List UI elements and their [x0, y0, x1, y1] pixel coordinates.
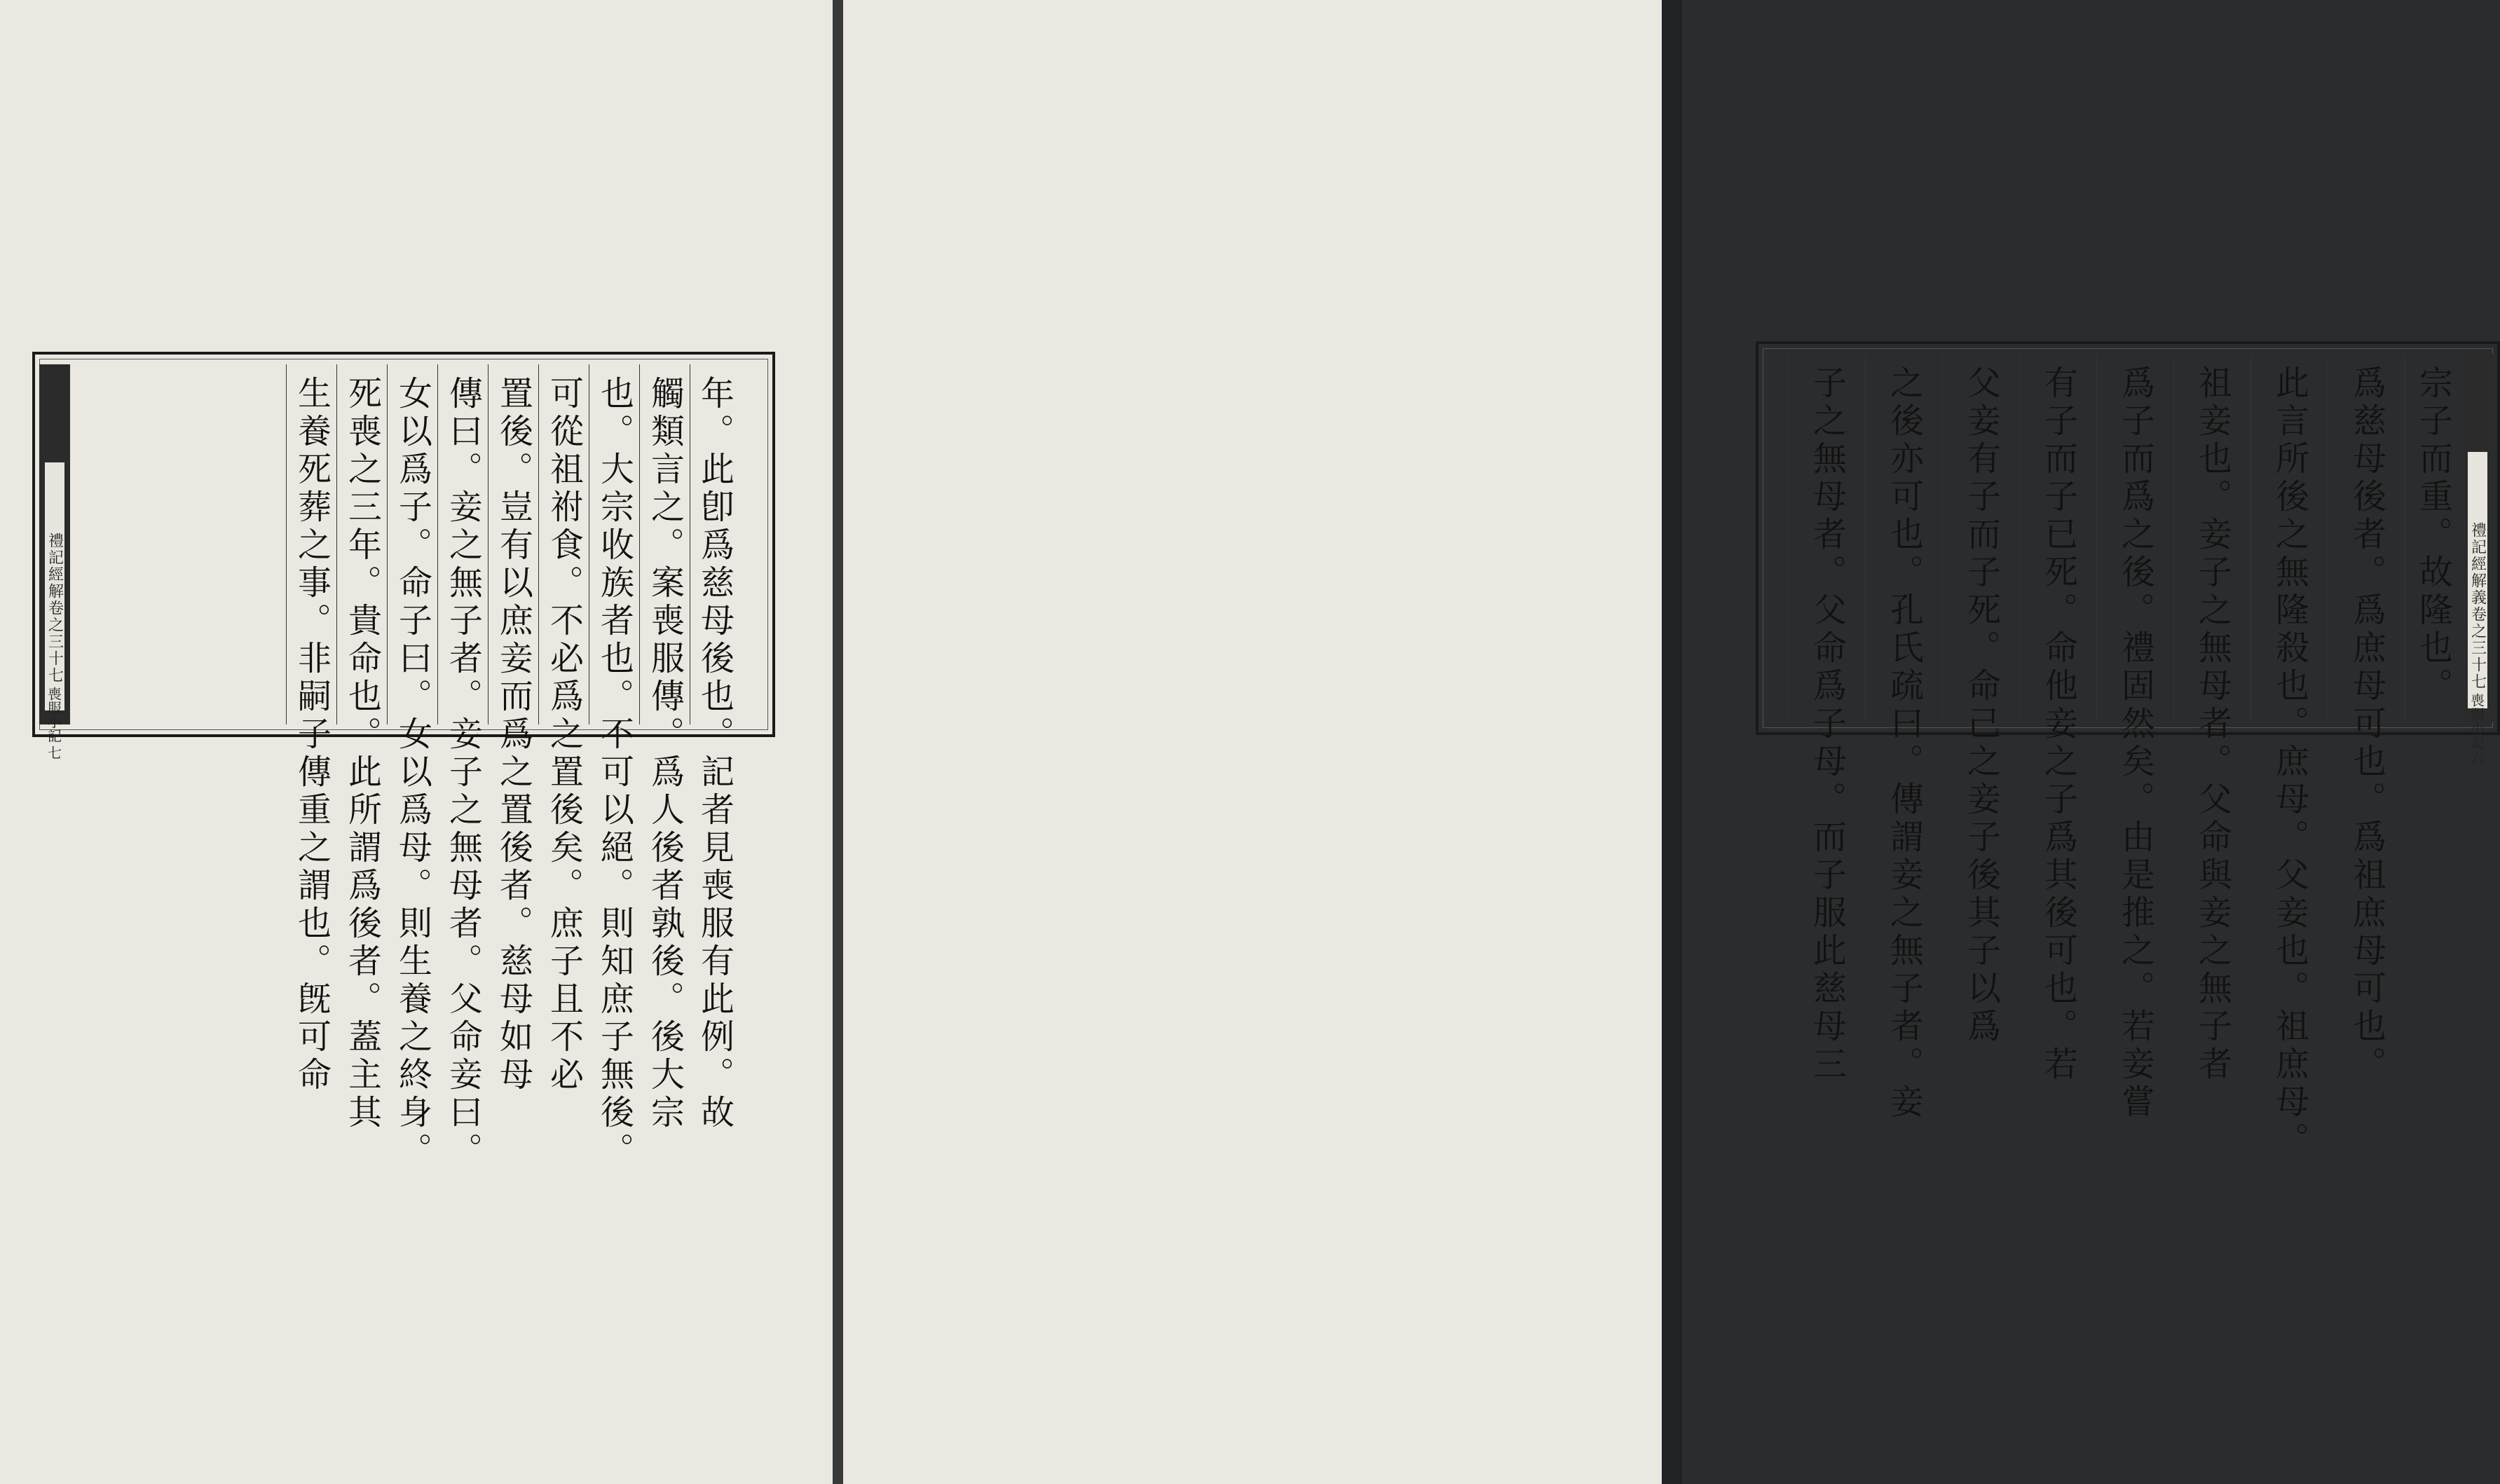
fishtail-margin	[2462, 354, 2493, 766]
fishtail-margin	[39, 364, 70, 760]
text-column	[2019, 354, 2096, 1084]
text-column	[589, 364, 639, 1170]
column-text: 此言所後之無隆殺也。庶母。父妾也。祖庶母。	[2269, 365, 2309, 1160]
left-page	[0, 0, 833, 1484]
margin-folio: 七	[45, 746, 62, 760]
column-text: 死喪之三年。貴命也。此所謂爲後者。蓋主其	[342, 376, 382, 1132]
column-text: 年。此卽爲慈母後也。記者見喪服有此例。故	[695, 376, 735, 1132]
text-column	[2173, 354, 2250, 1084]
column-text: 也。大宗收族者也。不可以絕。則知庶子無後。	[594, 376, 634, 1170]
column-text: 女以爲子。命子曰。女以爲母。則生養之終身。	[392, 376, 432, 1170]
text-column	[2405, 354, 2461, 722]
text-column	[2328, 354, 2405, 1084]
text-column	[387, 364, 437, 1170]
text-column	[639, 364, 690, 1132]
column-text: 之後亦可也。孔氏疏曰。傳謂妾之無子者。妾	[1884, 365, 1924, 1122]
right-text-frame	[1756, 341, 2500, 1160]
margin-folio: 六	[2468, 752, 2485, 766]
text-column	[336, 364, 387, 1132]
margin-section: 喪服小記	[45, 687, 62, 743]
margin-label-area	[45, 462, 64, 760]
text-column	[286, 364, 336, 1094]
column-text: 爲慈母後者。爲庶母可也。爲祖庶母可也。	[2347, 365, 2386, 1084]
text-column	[1788, 354, 1865, 1084]
right-page	[843, 0, 2487, 1484]
column-text: 有子而子已死。命他妾之子爲其後可也。若	[2038, 365, 2078, 1084]
text-column	[488, 364, 538, 1094]
column-text: 觸類言之。案喪服傳。爲人後者孰後。後大宗	[645, 376, 685, 1132]
column-text: 生養死葬之事。非嗣子傳重之謂也。旣可命	[292, 376, 332, 1094]
book-edge	[1662, 0, 1682, 1484]
margin-label-area	[2468, 452, 2487, 766]
text-column	[1942, 354, 2019, 1046]
left-text-frame	[32, 352, 775, 1170]
column-text: 置後。豈有以庶妾而爲之置後者。慈母如母	[493, 376, 533, 1094]
column-text: 祖妾也。妾子之無母者。父命與妾之無子者	[2192, 365, 2232, 1084]
margin-section: 喪服小記	[2468, 693, 2485, 749]
column-text: 父妾有子而子死。命己之妾子後其子以爲	[1961, 365, 2001, 1046]
book-gutter	[833, 0, 843, 1484]
column-text: 爲子而爲之後。禮固然矣。由是推之。若妾嘗	[2115, 365, 2155, 1122]
column-text: 子之無母者。父命爲子母。而子服此慈母三	[1807, 365, 1847, 1084]
column-text: 可從祖祔食。不必爲之置後矣。庶子且不必	[544, 376, 584, 1094]
column-text: 宗子而重。故隆也。	[2413, 365, 2453, 706]
text-column	[2250, 354, 2328, 1160]
column-text: 傳曰。妾之無子者。妾子之無母者。父命妾曰。	[443, 376, 483, 1170]
margin-title: 禮記經解卷之三十七	[46, 533, 64, 684]
text-column	[538, 364, 589, 1094]
text-column	[1865, 354, 1942, 1122]
text-column	[2096, 354, 2173, 1122]
text-column	[690, 364, 739, 1132]
margin-title: 禮記經解義卷之三十七	[2468, 522, 2487, 690]
text-column	[437, 364, 488, 1170]
